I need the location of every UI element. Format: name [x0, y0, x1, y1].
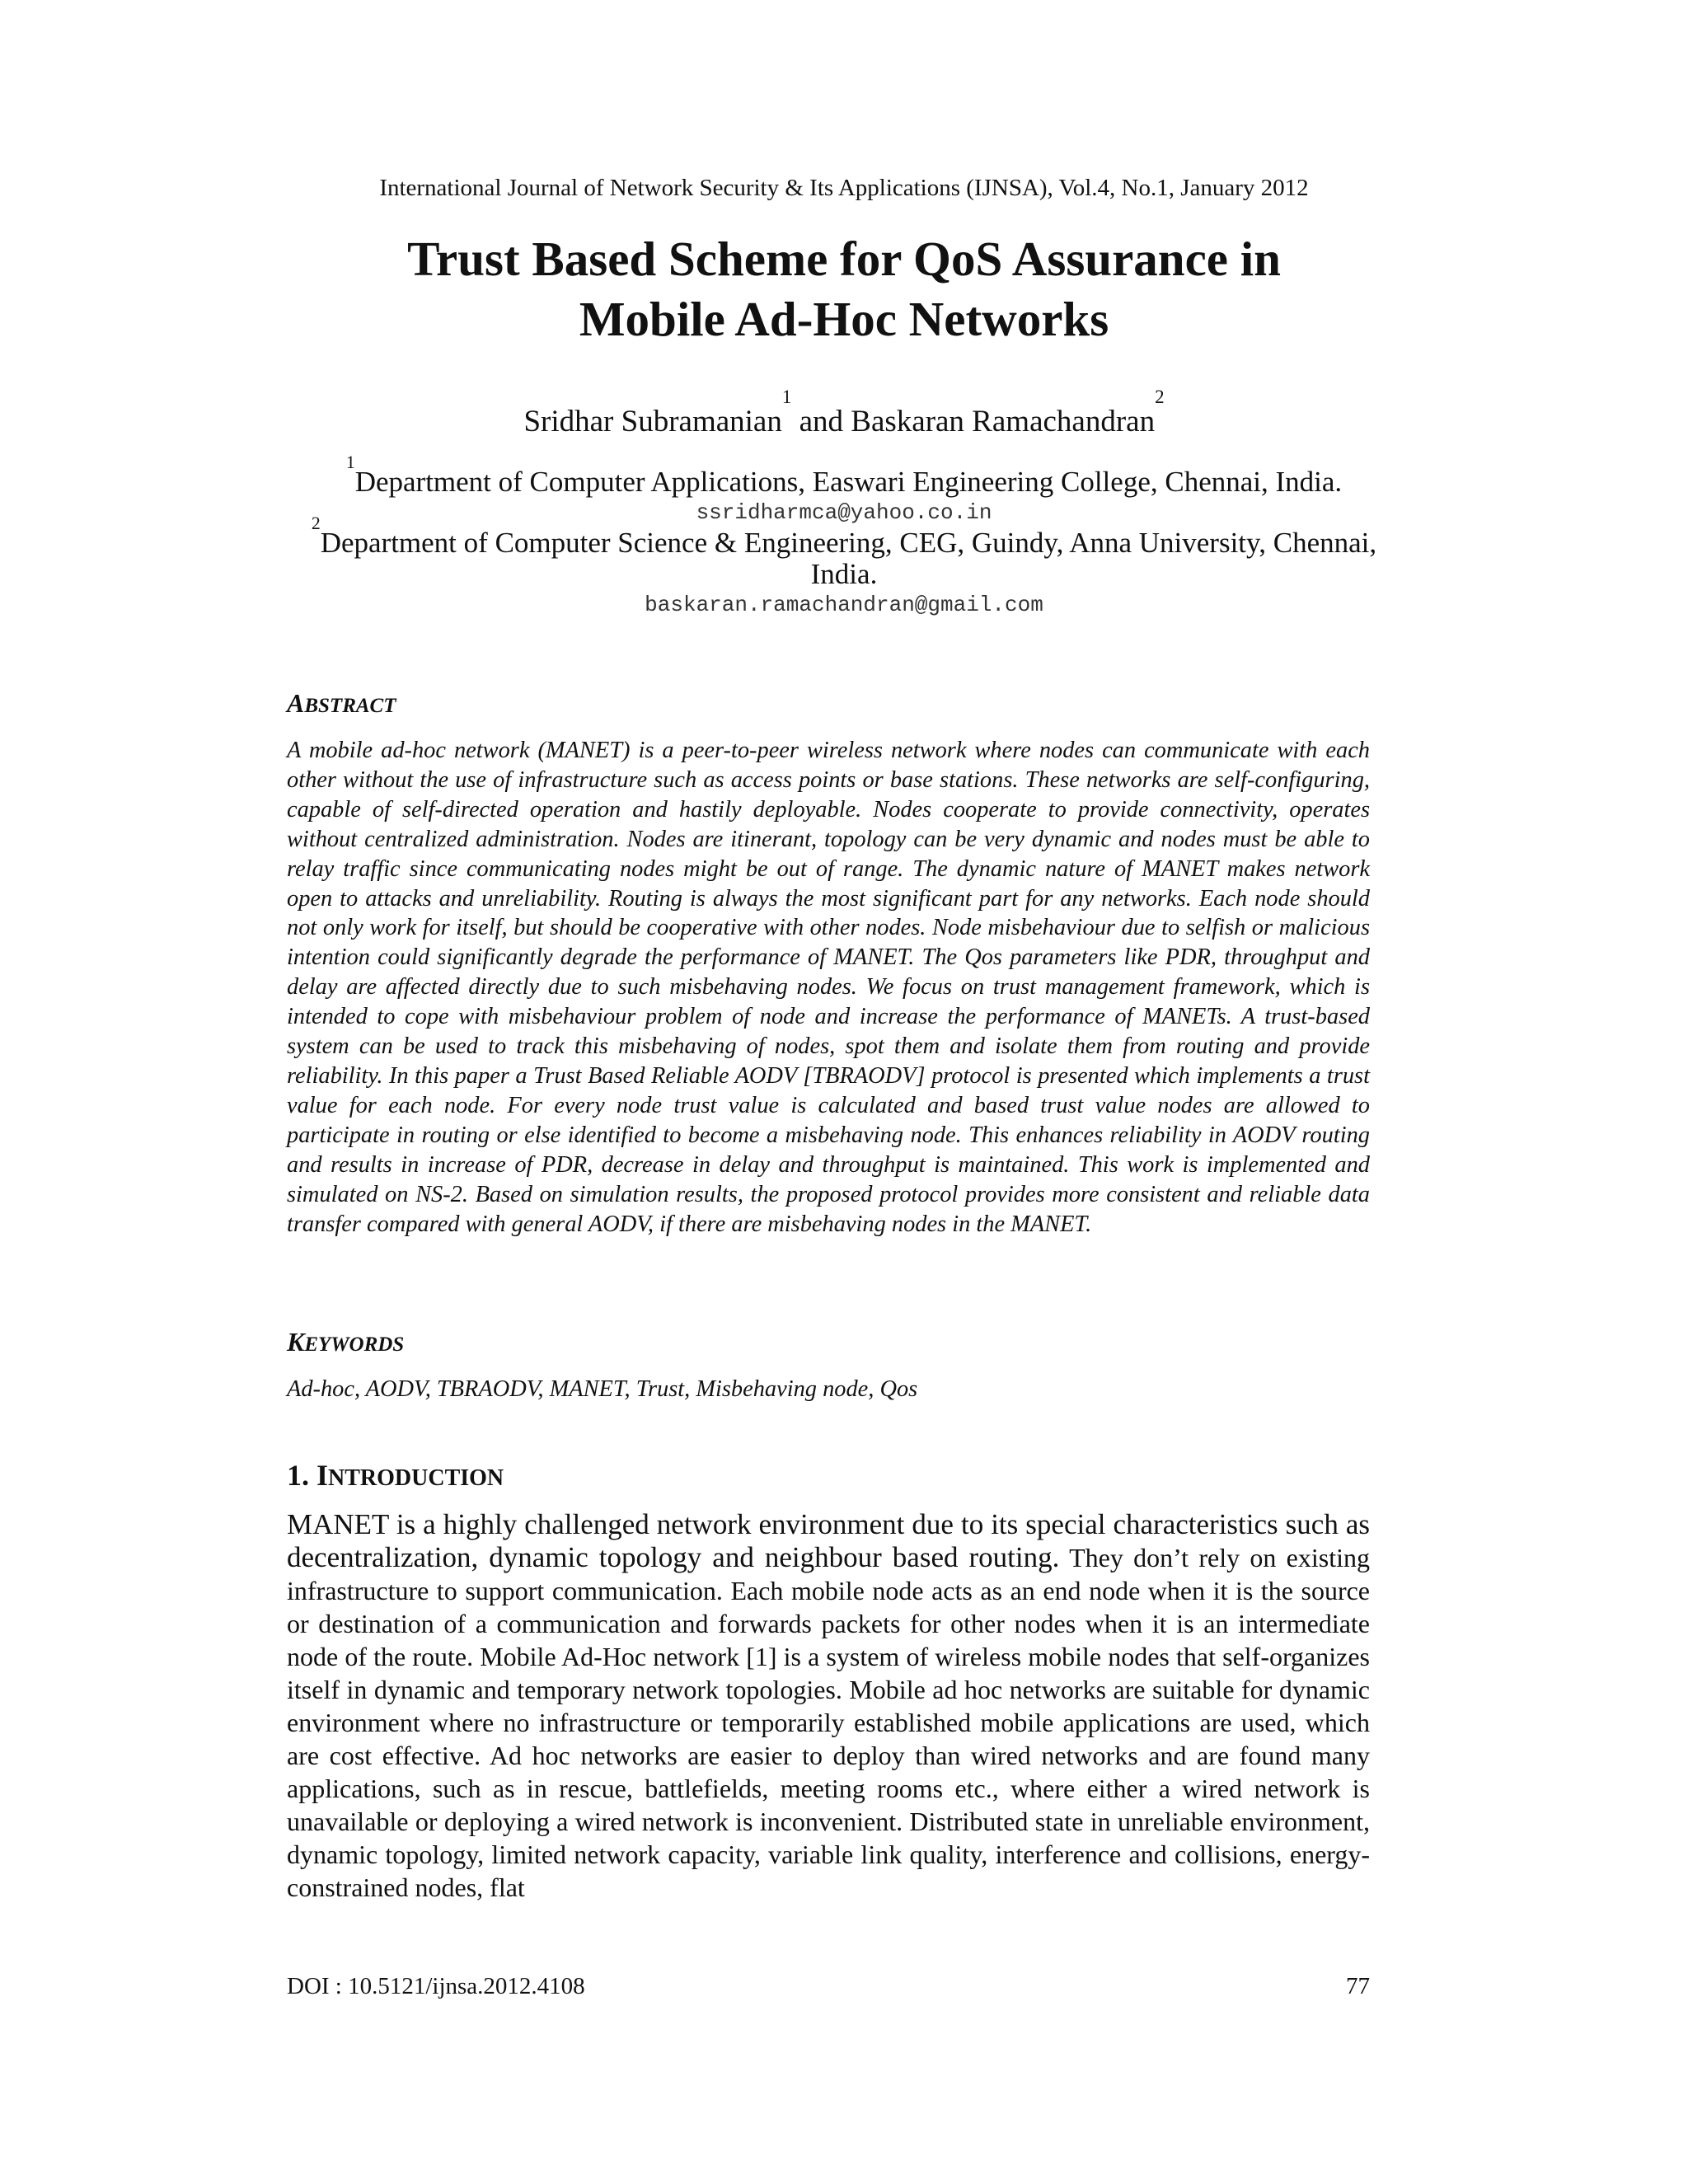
author-email-1[interactable]: ssridharmca@yahoo.co.in [696, 500, 992, 525]
affiliation-text: Department of Computer Science & Engineering, CEG, Guindy, Anna University, Chennai, India. [320, 527, 1377, 590]
introduction-text [287, 1508, 1370, 1904]
keywords-text: Ad-hoc, AODV, TBRAODV, MANET, Trust, Misbehaving node, Qos [287, 1376, 918, 1402]
section-number: 1. [287, 1459, 316, 1492]
journal-header: International Journal of Network Security & Its Applications (IJNSA), Vol.4, No.1, January 2012 [379, 175, 1309, 201]
author-connector: and [791, 405, 851, 438]
affiliation-1 [280, 452, 1408, 498]
paper-title-line2: Mobile Ad-Hoc Networks [579, 292, 1109, 346]
author-email-2[interactable]: baskaran.ramachandran@gmail.com [645, 593, 1043, 617]
author-name: Baskaran Ramachandran [851, 405, 1156, 438]
abstract-text: A mobile ad-hoc network (MANET) is a peer-to-peer wireless network where nodes can communicate with each other without the use of infrastructure such as access points or base stations. These networks are self-configuring, capable of self-directed operation and hastily deployable. Nodes cooperate to provide connectivity, operates without centralized administration. Nodes are itinerant, topology can be very dynamic and nodes must be able to relay traffic since communicating nodes might be out of range. The dynamic nature of MANET makes network open to attacks and unreliability. Routing is always the most significant part for any networks. Each node should not only work for itself, but should be cooperative with other nodes. Node misbehaviour due to selfish or malicious intention could significantly degrade the performance of MANET. The Qos parameters like PDR, throughput and delay are affected directly due to such misbehaving nodes. We focus on trust management framework, which is intended to cope with misbehaviour problem of node and increase the performance of MANETs. A trust-based system can be used to track this misbehaving of nodes, spot them and isolate them from routing and provide reliability. In this paper a Trust Based Reliable AODV [TBRAODV] protocol is presented which implements a trust value for each node. For every node trust value is calculated and based trust value nodes are allowed to participate in routing or else identified to become a misbehaving node. This enhances reliability in AODV routing and results in increase of PDR, decrease in delay and throughput is maintained. This work is implemented and simulated on NS-2. Based on simulation results, the proposed protocol provides more consistent and reliable data transfer compared with general AODV, if there are misbehaving nodes in the MANET. [287, 738, 1370, 1237]
abstract-heading-initial: A [287, 688, 305, 718]
page-number: 77 [1346, 1973, 1370, 1999]
keywords-heading-initial: K [287, 1327, 305, 1357]
author-affiliation-mark: 1 [781, 387, 792, 408]
paper-title-line1: Trust Based Scheme for QoS Assurance in [407, 232, 1281, 286]
affiliations [280, 452, 1408, 620]
affiliation-mark: 1 [345, 452, 355, 472]
introduction-body: They don’t rely on existing infrastructure to support communication. Each mobile node acts as an end node when it is the source or destination of a communication and forwards packets for other nodes when it is an intermediate node of the route. Mobile Ad-Hoc network [1] is a system of wireless mobile nodes that self-organizes itself in dynamic and temporary network topologies. Mobile ad hoc networks are suitable for dynamic environment where no infrastructure or temporarily established mobile applications are used, which are cost effective. Ad hoc networks are easier to deploy than wired networks and are found many applications, such as in rescue, battlefields, meeting rooms etc., where either a wired network is unavailable or deploying a wired network is inconvenient. Distributed state in unreliable environment, dynamic topology, limited network capacity, variable link quality, interference and collisions, energy-constrained nodes, flat [287, 1543, 1370, 1902]
affiliation-mark: 2 [311, 513, 321, 533]
abstract-heading [287, 687, 396, 723]
affiliation-text: Department of Computer Applications, Easwari Engineering College, Chennai, India. [354, 466, 1343, 498]
section-heading-rest: NTRODUCTION [328, 1465, 504, 1491]
section-heading-initial: I [316, 1459, 329, 1492]
footer-doi: DOI : 10.5121/ijnsa.2012.4108 [287, 1973, 585, 1999]
introduction-lead: MANET is a highly challenged network environment due to its special characteristics such as decentralization, dynamic topology and neighbour based routing. [287, 1508, 1370, 1573]
author-affiliation-mark: 2 [1155, 387, 1165, 408]
introduction-heading [287, 1457, 504, 1497]
paper-title [0, 229, 1688, 349]
affiliation-2 [280, 513, 1408, 590]
author-name: Sridhar Subramanian [523, 405, 782, 438]
author-list [0, 387, 1688, 442]
keywords-heading-rest: EYWORDS [304, 1333, 405, 1356]
keywords-heading [287, 1325, 404, 1361]
abstract-heading-rest: BSTRACT [304, 695, 396, 717]
